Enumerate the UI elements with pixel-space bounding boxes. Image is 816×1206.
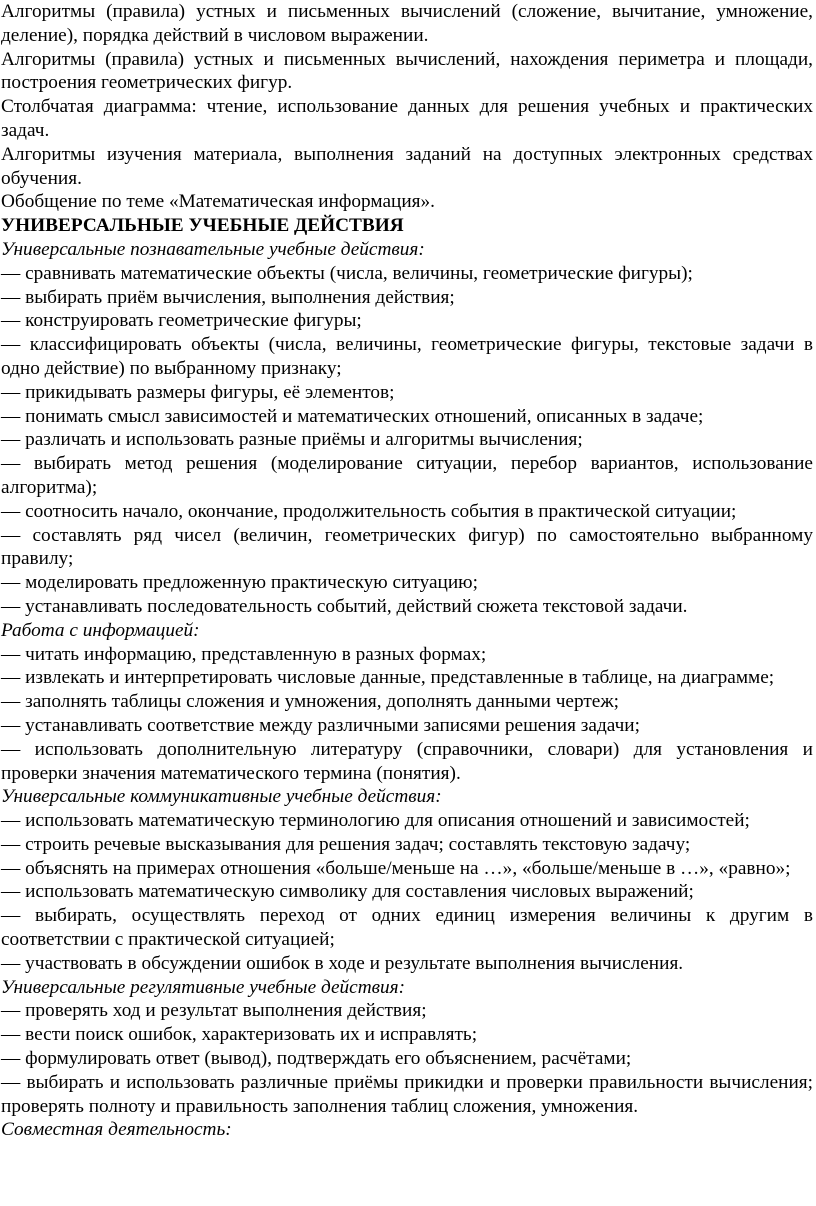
list-item: — вести поиск ошибок, характеризовать их и исправлять; [1, 1024, 478, 1046]
list-item: — моделировать предложенную практическую ситуацию; [1, 572, 478, 594]
information-title: Работа с информацией: [1, 619, 200, 641]
regulatory-title: Универсальные регулятивные учебные действия: [1, 976, 406, 998]
list-item: — формулировать ответ (вывод), подтверждать его объяснением, расчётами; [1, 1048, 632, 1070]
list-item: — строить речевые высказывания для решения задач; составлять текстовую задачу; [1, 833, 691, 855]
list-item: — прикидывать размеры фигуры, её элементов; [1, 381, 395, 403]
list-item: — устанавливать соответствие между различными записями решения задачи; [1, 714, 640, 736]
joint-section [1, 1118, 813, 1142]
list-item: — участвовать в обсуждении ошибок в ходе и результате выполнения вычисления. [1, 952, 684, 974]
communicative-section [1, 785, 813, 975]
intro-paragraph: Алгоритмы (правила) устных и письменных вычислений (сложение, вычитание, умножение, деление), порядка действий в числовом выражении. [1, 1, 813, 46]
list-item: — читать информацию, представленную в разных формах; [1, 643, 487, 665]
list-item: — различать и использовать разные приёмы и алгоритмы вычисления; [1, 429, 583, 451]
list-item: — извлекать и интерпретировать числовые данные, представленные в таблице, на диаграмме; [1, 667, 775, 689]
list-item: — выбирать метод решения (моделирование ситуации, перебор вариантов, использование алгоритма); [1, 453, 813, 498]
list-item: — выбирать и использовать различные приёмы прикидки и проверки правильности вычисления; проверять полноту и правильность заполнения таблиц сложения, умножения. [1, 1071, 813, 1117]
list-item: — выбирать приём вычисления, выполнения действия; [1, 286, 455, 308]
list-item: — заполнять таблицы сложения и умножения, дополнять данными чертеж; [1, 691, 620, 713]
cognitive-title: Универсальные познавательные учебные действия: [1, 238, 425, 260]
list-item: — объяснять на примерах отношения «больше/меньше на …», «больше/меньше в …», «равно»; [1, 857, 791, 879]
intro-paragraph: Столбчатая диаграмма: чтение, использование данных для решения учебных и практических задач. [1, 96, 813, 141]
list-item: — понимать смысл зависимостей и математических отношений, описанных в задаче; [1, 405, 704, 427]
section-heading: УНИВЕРСАЛЬНЫЕ УЧЕБНЫЕ ДЕЙСТВИЯ [1, 215, 404, 237]
list-item: — классифицировать объекты (числа, величины, геометрические фигуры, текстовые задачи в одно действие) по выбранному признаку; [1, 334, 813, 379]
list-item: — использовать математическую терминологию для описания отношений и зависимостей; [1, 810, 750, 832]
list-item: — использовать математическую символику для составления числовых выражений; [1, 881, 694, 903]
list-item: — проверять ход и результат выполнения действия; [1, 1000, 427, 1022]
intro-paragraph: Алгоритмы (правила) устных и письменных вычислений, нахождения периметра и площади, построения геометрических фигур. [1, 48, 813, 94]
list-item: — выбирать, осуществлять переход от одних единиц измерения величины к другим в соответствии с практической ситуацией; [1, 905, 813, 951]
information-section [1, 619, 813, 786]
intro-paragraph: Обобщение по теме «Математическая информация». [1, 191, 435, 213]
list-item: — использовать дополнительную литературу (справочники, словари) для установления и проверки значения математического термина (понятия). [1, 738, 813, 784]
communicative-title: Универсальные коммуникативные учебные действия: [1, 786, 442, 808]
regulatory-section [1, 976, 813, 1119]
cognitive-section [1, 238, 813, 619]
list-item: — конструировать геометрические фигуры; [1, 310, 362, 332]
joint-title: Совместная деятельность: [1, 1119, 232, 1141]
list-item: — сравнивать математические объекты (числа, величины, геометрические фигуры); [1, 262, 693, 284]
list-item: — соотносить начало, окончание, продолжительность события в практической ситуации; [1, 500, 737, 522]
intro-section [1, 0, 813, 214]
list-item: — составлять ряд чисел (величин, геометрических фигур) по самостоятельно выбранному правилу; [1, 524, 813, 570]
intro-paragraph: Алгоритмы изучения материала, выполнения заданий на доступных электронных средствах обучения. [1, 143, 813, 189]
list-item: — устанавливать последовательность событий, действий сюжета текстовой задачи. [1, 595, 688, 617]
